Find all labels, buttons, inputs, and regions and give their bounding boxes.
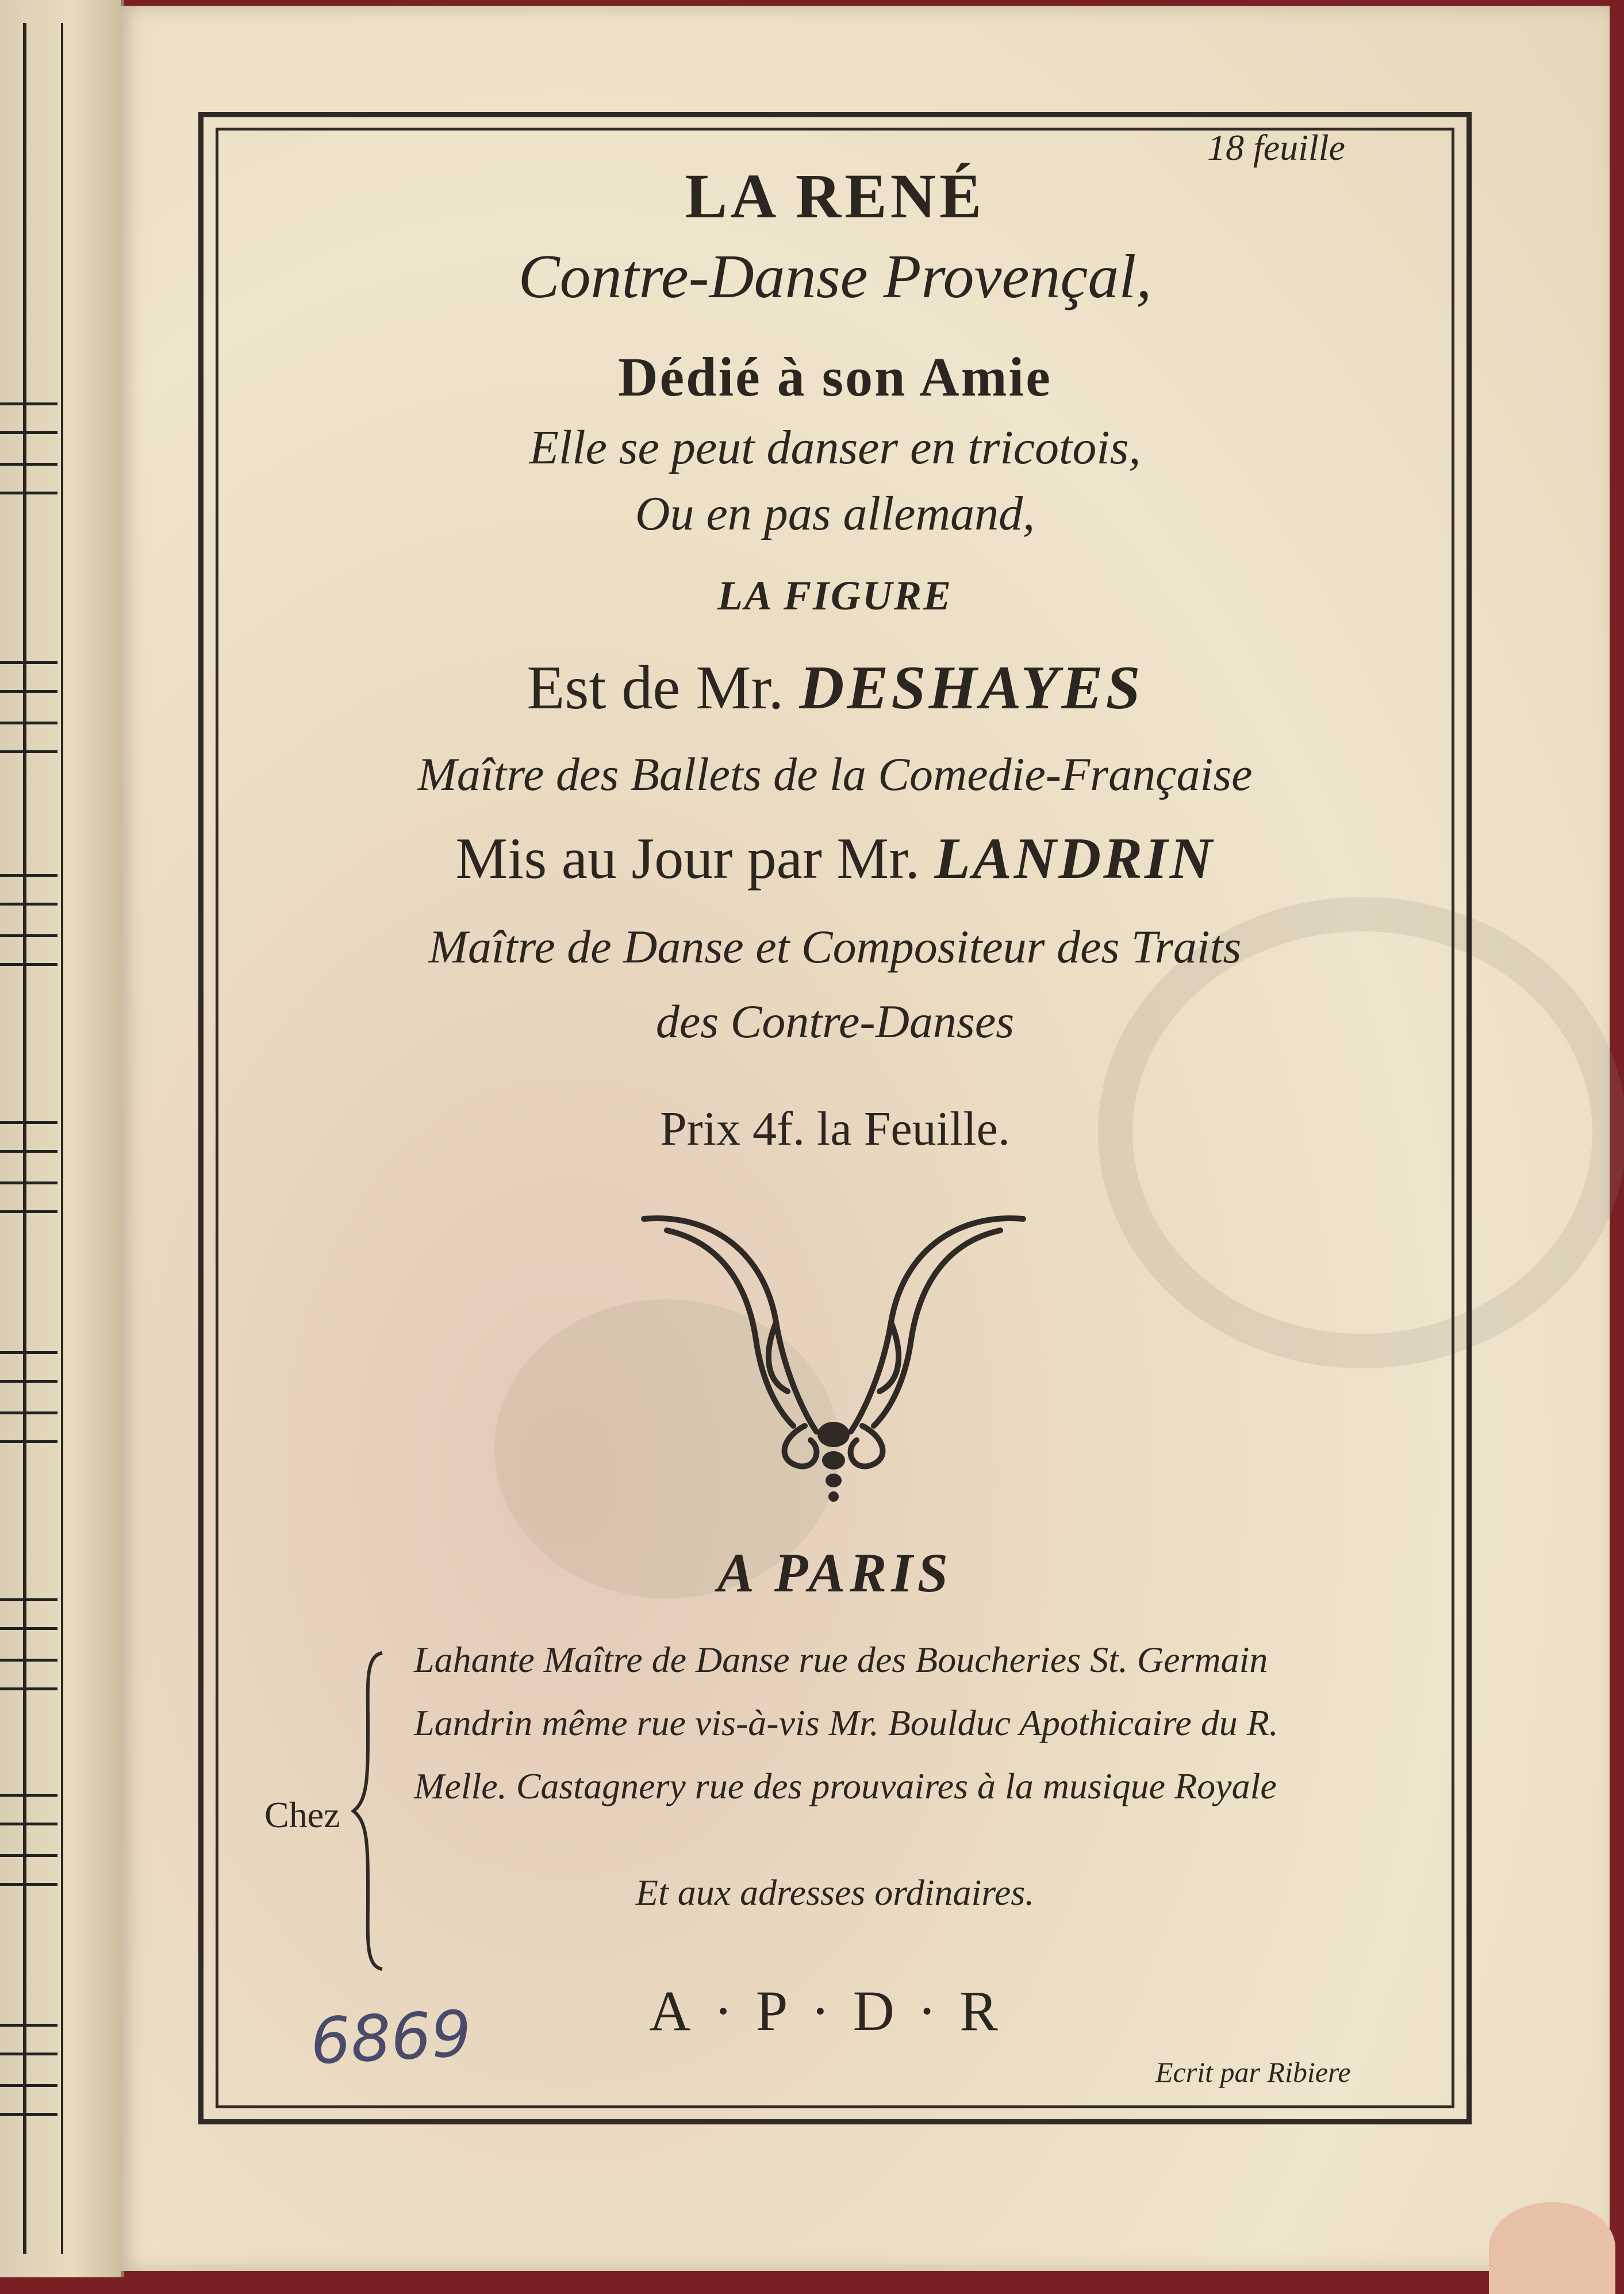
figure-author [216, 653, 1454, 724]
thumb [1489, 2202, 1615, 2294]
music-staff [0, 874, 57, 966]
dance-style-line: Ou en pas allemand, [635, 487, 1035, 540]
address-line: Landrin même rue vis-à-vis Mr. Boulduc Apothicaire du R. [414, 1702, 1279, 1743]
landrin-title: Maître de Danse et Compositeur des Traits [428, 920, 1242, 973]
music-staff [0, 1351, 57, 1443]
address-line: Lahante Maître de Danse rue des Boucheries St. Germain [414, 1639, 1268, 1680]
landrin-title-cont: des Contre-Danses [655, 995, 1015, 1048]
publisher [216, 825, 1454, 892]
music-staff [0, 661, 57, 753]
music-staff [0, 1598, 57, 1690]
figure-author-name: DESHAYES [799, 654, 1143, 722]
music-staff [0, 2024, 57, 2116]
dance-style-line: Elle se peut danser en tricotois, [529, 421, 1141, 474]
publisher-name: LANDRIN [934, 826, 1215, 891]
music-staff [0, 402, 57, 494]
figure-author-prefix: Est de Mr. [527, 654, 784, 722]
subtitle: Contre-Danse Provençal, [518, 243, 1152, 311]
facing-page-music [0, 0, 124, 2277]
curly-brace-icon [351, 1650, 385, 1972]
music-staff [0, 1121, 57, 1213]
price: Prix 4f. la Feuille. [660, 1102, 1010, 1156]
sheet-note: 18 feuille [1207, 127, 1345, 168]
music-staff [0, 1794, 57, 1886]
fleuron-ornament-icon [632, 1207, 1035, 1506]
address-line: Melle. Castagnery rue des prouvaires à la musique Royale [414, 1766, 1277, 1806]
publisher-prefix: Mis au Jour par Mr. [455, 826, 920, 891]
page-title: LA RENÉ [685, 161, 985, 231]
figure-heading: LA FIGURE [717, 573, 953, 619]
chez-label: Chez [264, 1794, 340, 1835]
dedication: Dédié à son Amie [618, 346, 1052, 408]
privilege-mark: A·P·D·R [649, 1979, 1021, 2043]
shelfmark: 6869 [308, 1996, 474, 2079]
engraver-credit: Ecrit par Ribiere [1155, 2056, 1351, 2088]
deshayes-title: Maître des Ballets de la Comedie-Française [417, 748, 1253, 800]
ordinary-addresses: Et aux adresses ordinaires. [635, 1872, 1035, 1913]
place-of-publication: A PARIS [717, 1542, 953, 1604]
